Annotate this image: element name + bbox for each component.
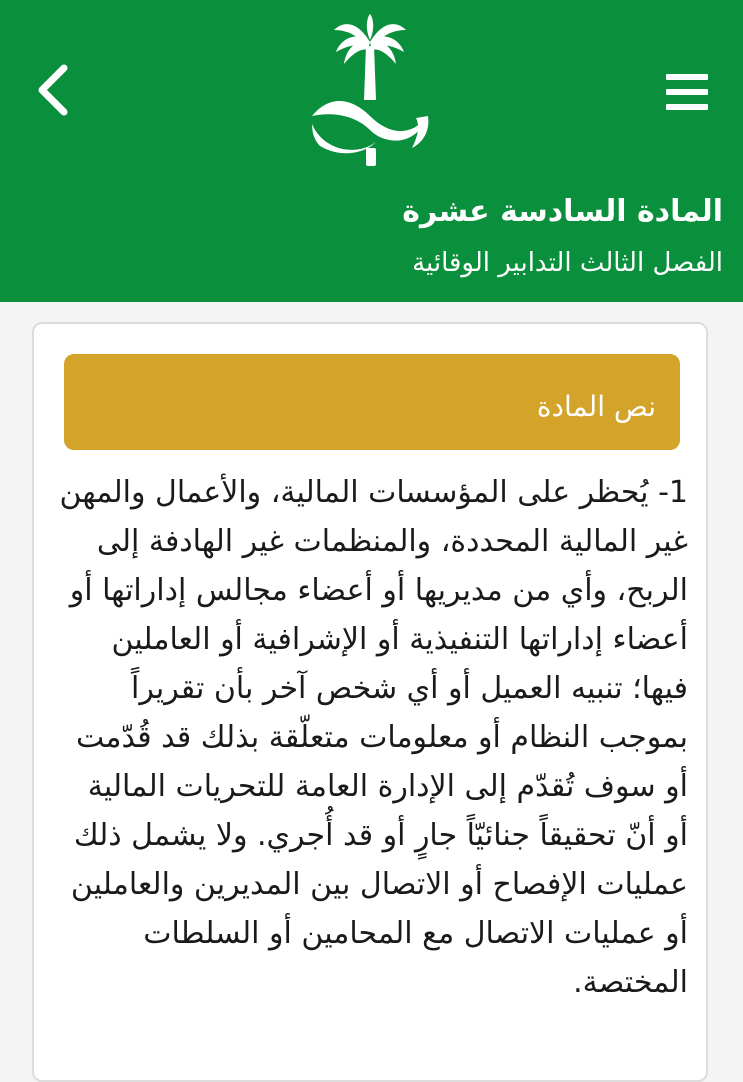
article-title: المادة السادسة عشرة — [402, 194, 723, 229]
chapter-title: الفصل الثالث التدابير الوقائية — [412, 248, 723, 278]
section-header-label: نص المادة — [536, 390, 656, 423]
section-header — [64, 354, 680, 450]
hamburger-menu-icon — [666, 104, 708, 110]
chevron-left-icon — [28, 58, 84, 122]
back-button[interactable] — [28, 58, 84, 122]
hamburger-menu-icon — [666, 74, 708, 80]
hamburger-menu-button[interactable] — [664, 68, 712, 116]
palm-tree-emblem-logo — [300, 12, 440, 172]
article-card — [32, 322, 708, 1082]
hamburger-menu-icon — [666, 89, 708, 95]
app-header — [0, 0, 743, 302]
article-body-text: 1- يُحظر على المؤسسات المالية، والأعمال والمهن غير المالية المحددة، والمنظمات غير الهادفة إلى الربح، وأي من مديريها أو أعضاء مجالس إداراتها أو أعضاء إداراتها التنفيذية أو الإشرافية أو العاملين فيها؛ تنبيه العميل أو أي شخص آخر بأن تقريراً بموجب النظام أو معلومات متعلّقة بذلك قد قُدّمت أو سوف تُقدّم إلى الإدارة العامة للتحريات المالية أو أنّ تحقيقاً جنائيّاً جارٍ أو قد أُجري. ولا يشمل ذلك عمليات الإفصاح أو الاتصال بين المديرين والعاملين أو عمليات الاتصال مع المحامين أو السلطات المختصة. — [59, 475, 688, 1000]
